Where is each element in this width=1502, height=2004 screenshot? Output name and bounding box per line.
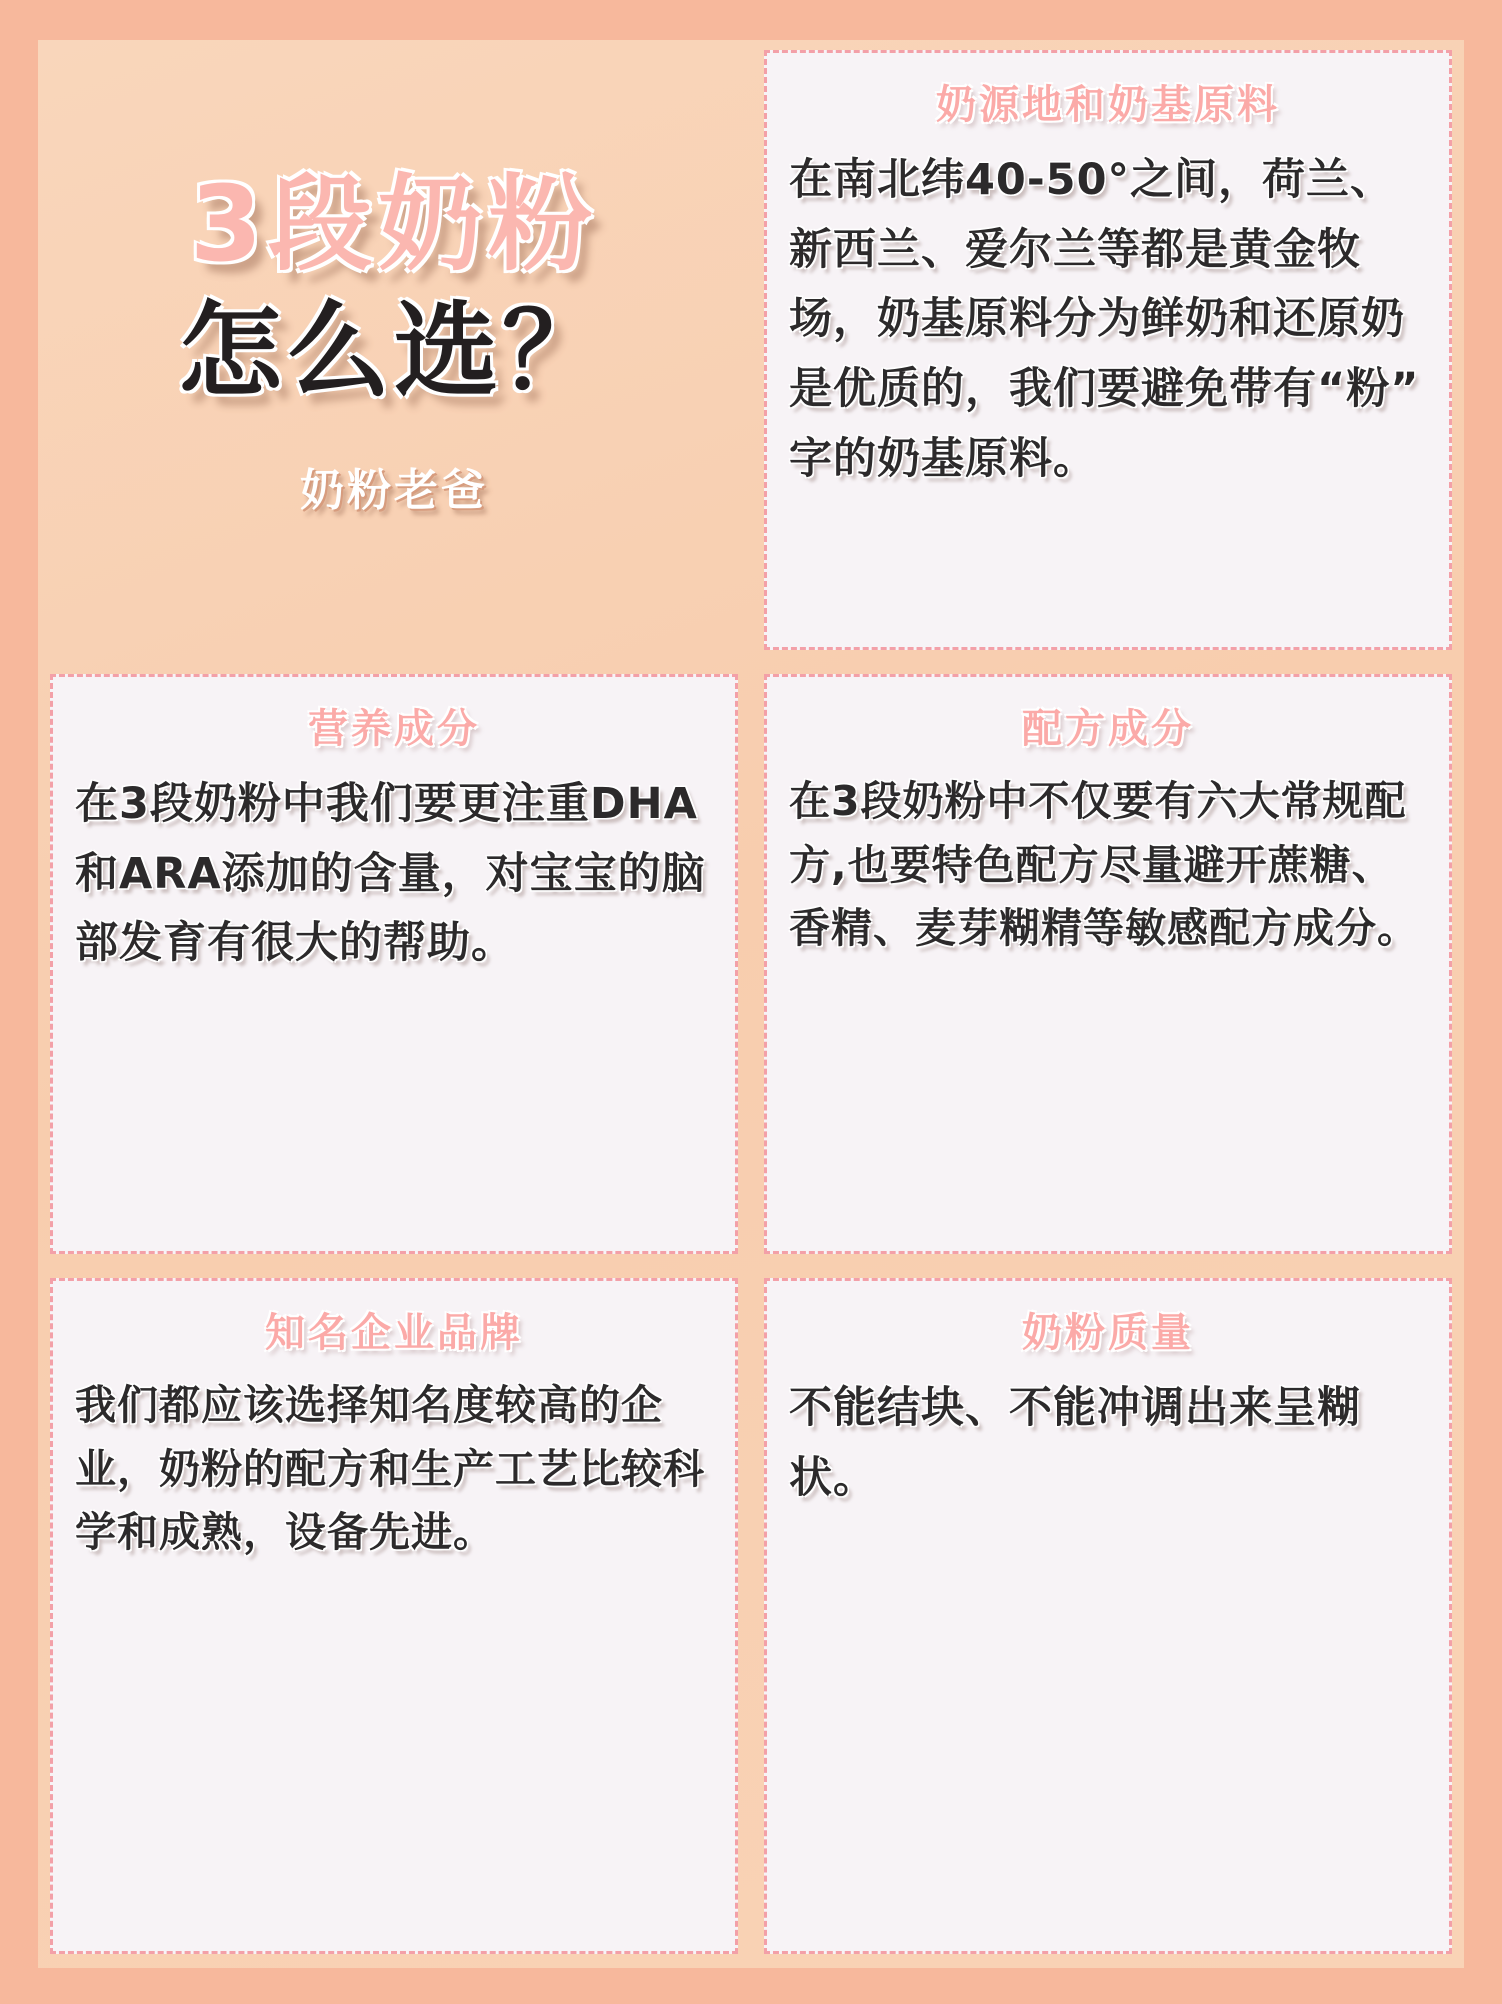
- card-title: 配方成分: [1022, 706, 1194, 752]
- card-body: 我们都应该选择知名度较高的企业，奶粉的配方和生产工艺比较科学和成熟，设备先进。: [75, 1381, 705, 1557]
- card-nutrition: [50, 674, 738, 1254]
- card-body: 在3段奶粉中不仅要有六大常规配方,也要特色配方尽量避开蔗糖、香精、麦芽糊精等敏感配方成分。: [789, 777, 1419, 953]
- card-title: 奶源地和奶基原料: [936, 82, 1280, 128]
- poster-inner: [38, 40, 1464, 1968]
- card-title: 营养成分: [308, 706, 480, 752]
- poster-title-main: 3段奶粉: [189, 163, 599, 285]
- poster-author: 奶粉老爸: [300, 465, 488, 517]
- card-quality: [764, 1278, 1452, 1954]
- title-block: [50, 50, 738, 650]
- card-title: 知名企业品牌: [265, 1310, 523, 1356]
- card-milk-origin: [764, 50, 1452, 650]
- card-title: 奶粉质量: [1022, 1310, 1194, 1356]
- poster-title-sub: 怎么选？: [177, 290, 610, 413]
- card-brand: [50, 1278, 738, 1954]
- card-body: 在南北纬40-50°之间，荷兰、新西兰、爱尔兰等都是黄金牧场，奶基原料分为鲜奶和还原奶是优质的，我们要避免带有“粉”字的奶基原料。: [789, 155, 1420, 484]
- card-body: 在3段奶粉中我们要更注重DHA和ARA添加的含量，对宝宝的脑部发育有很大的帮助。: [75, 779, 706, 969]
- card-body: 不能结块、不能冲调出来呈糊状。: [789, 1383, 1361, 1503]
- card-formula: [764, 674, 1452, 1254]
